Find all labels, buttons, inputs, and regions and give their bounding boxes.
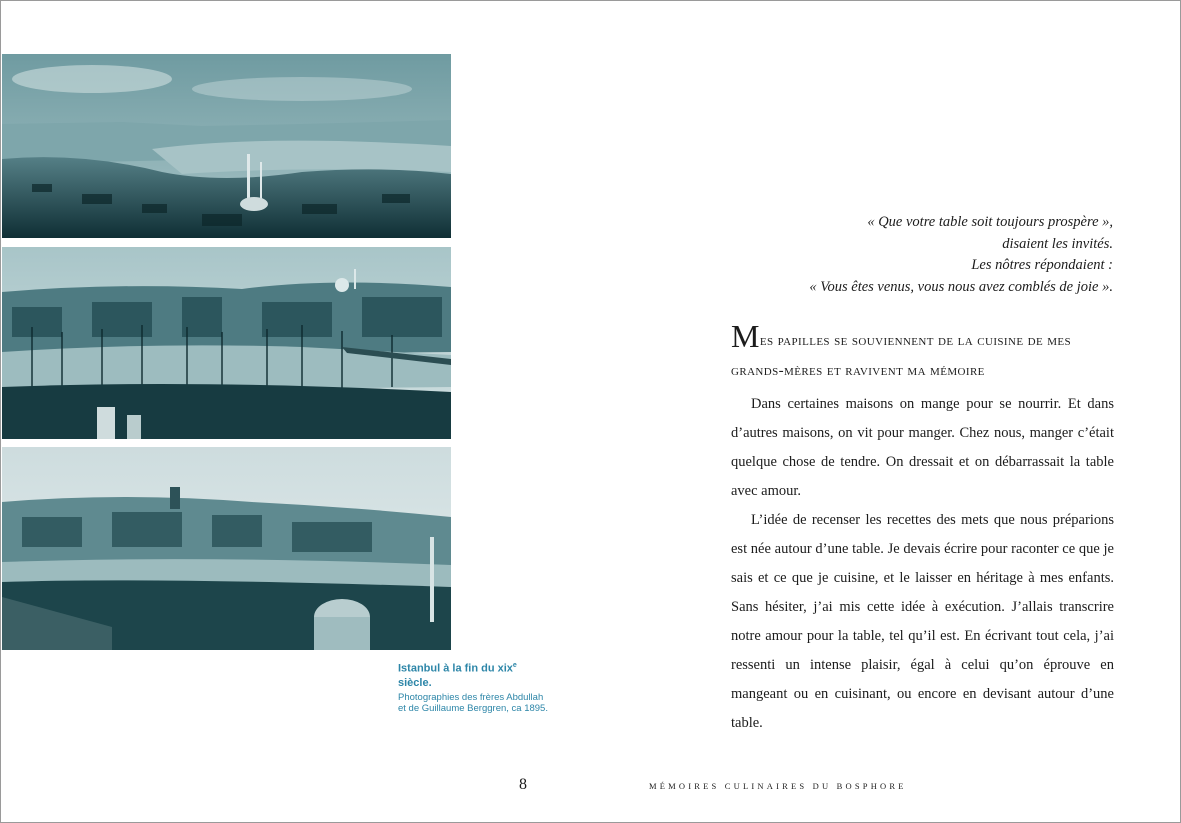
body-paragraph: L’idée de recenser les recettes des mets que nous préparions est née autour d’une table. Je devais écrire pour raconter ce que je sais et ce que je cuisine, et le laisser en héritage à mes enfants. Sans hésiter, j’ai mis cette idée à exécution. J’allais transcrire notre amour pour la table, tel qu’il est. En écrivant tout cela, j’ai ressenti un intense plaisir, égal à celui qu’on éprouve en mangeant ou en cuisinant, ou encore en devisant autour d’une table. xyxy=(731,512,1114,731)
page-number: 8 xyxy=(519,776,527,793)
heading-text: es papilles se souviennent de la cuisine de mes grands-mères et ravivent ma mémoire xyxy=(731,333,1072,379)
epigraph-line: disaient les invités. xyxy=(1002,235,1113,252)
photo-caption xyxy=(398,659,548,714)
photo-istanbul-panorama-1 xyxy=(2,54,451,238)
heading-dropcap: M xyxy=(731,318,760,354)
chapter-heading xyxy=(731,318,1121,386)
running-title: MÉMOIRES CULINAIRES DU BOSPHORE xyxy=(649,781,907,791)
caption-title: Istanbul à la fin du xix$^e$ siècle. xyxy=(398,662,517,689)
photo-istanbul-panorama-2 xyxy=(2,447,451,650)
epigraph-line: « Vous êtes venus, vous nous avez comblés de joie ». xyxy=(809,278,1113,295)
epigraph xyxy=(809,212,1113,298)
epigraph-line: « Que votre table soit toujours prospère », xyxy=(867,214,1113,230)
photo-istanbul-harbour xyxy=(2,247,451,439)
body-text xyxy=(731,390,1114,738)
caption-credit: Photographies des frères Abdullah et de Guillaume Berggren, ca 1895. xyxy=(398,691,548,714)
body-paragraph: Dans certaines maisons on mange pour se nourrir. Et dans d’autres maisons, on vit pour manger. Chez nous, manger c’était quelque chose de tendre. On dressait et on débarrassait la table avec amour. xyxy=(731,396,1114,499)
epigraph-line: Les nôtres répondaient : xyxy=(971,257,1113,273)
